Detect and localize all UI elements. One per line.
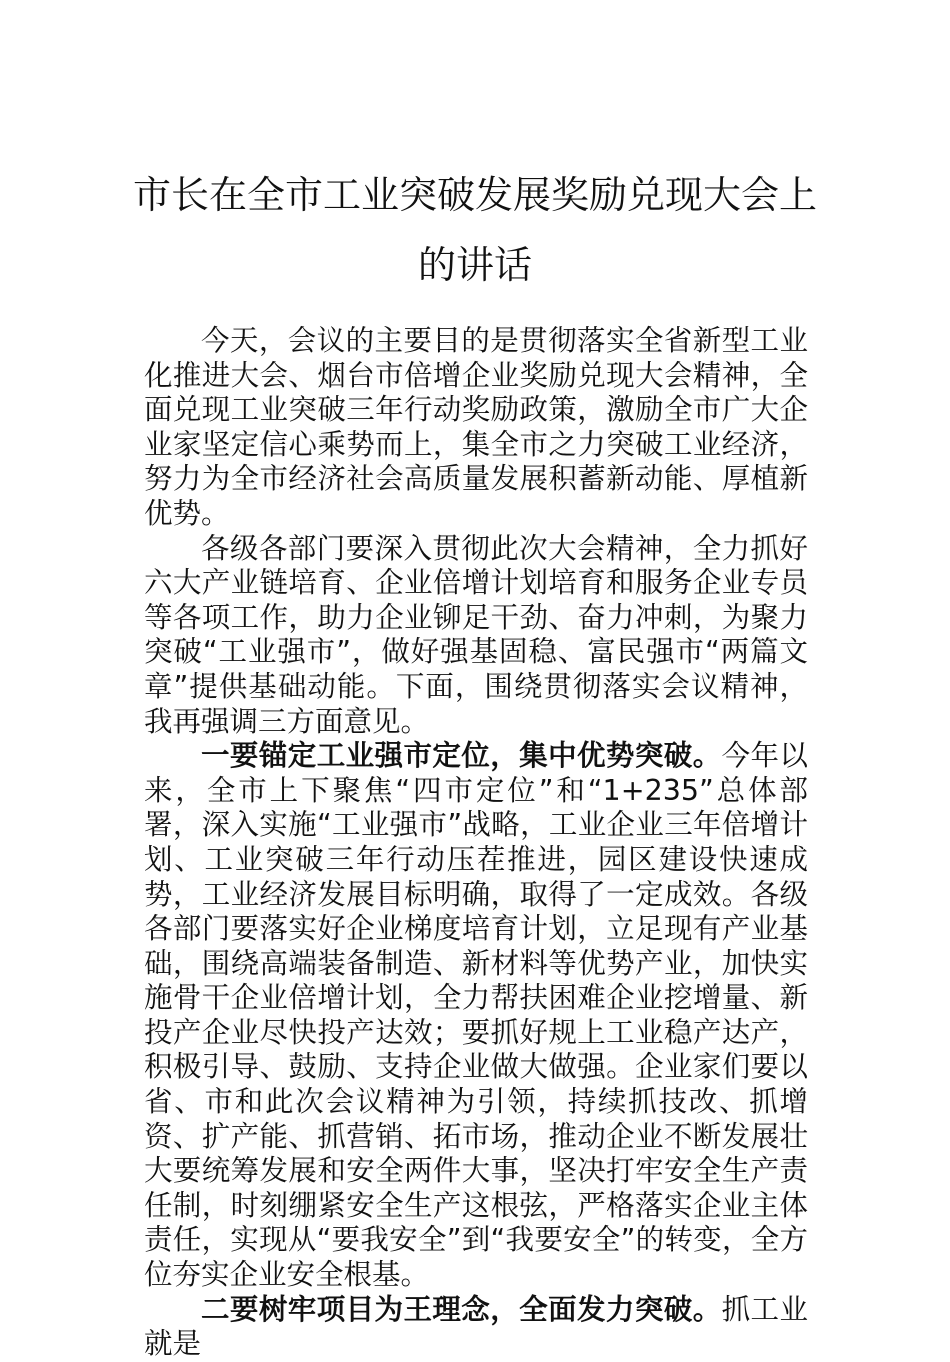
paragraph-2-text: 各级各部门要深入贯彻此次大会精神，全力抓好六大产业链培育、企业倍增计划培育和服务企业专员等各项工作，助力企业铆足干劲、奋力冲刺，为聚力突破“工业强市”，做好强基固稳、富民强市“两篇文章”提供基础动能。下面，围绕贯彻落实会议精神，我再强调三方面意见。: [144, 531, 808, 738]
paragraph-3-text: 今年以来，全市上下聚焦“四市定位”和“1+235”总体部署，深入实施“工业强市”战略，工业企业三年倍增计划、工业突破三年行动压茬推进，园区建设快速成势，工业经济发展目标明确，取得了一定成效。各级各部门要落实好企业梯度培育计划，立足现有产业基础，围绕高端装备制造、新材料等优势产业，加快实施骨干企业倍增计划，全力帮扶困难企业挖增量、新投产企业尽快投产达效；要抓好规上工业稳产达产，积极引导、鼓励、支持企业做大做强。企业家们要以省、市和此次会议精神为引领，持续抓技改、抓增资、扩产能、抓营销、拓市场，推动企业不断发展壮大要统筹发展和安全两件大事，坚决打牢安全生产责任制，时刻绷紧安全生产这根弦，严格落实企业主体责任，实现从“要我安全”到“我要安全”的转变，全方位夯实企业安全根基。: [144, 739, 808, 1292]
paragraph-4-heading: 二要树牢项目为王理念，全面发力突破。: [201, 1292, 722, 1326]
paragraph-1-text: 今天，会议的主要目的是贯彻落实全省新型工业化推进大会、烟台市倍增企业奖励兑现大会精神，全面兑现工业突破三年行动奖励政策，激励全市广大企业家坚定信心乘势而上，集全市之力突破工业经济，努力为全市经济社会高质量发展积蓄新动能、厚植新优势。: [144, 324, 808, 530]
document-title: 市长在全市工业突破发展奖励兑现大会上的讲话: [132, 173, 817, 287]
document-body: [144, 324, 808, 1362]
paragraph-4: [144, 1293, 808, 1362]
paragraph-2: [144, 532, 808, 740]
paragraph-4-text: 抓工业就是: [144, 1292, 808, 1361]
paragraph-3: [144, 739, 808, 1293]
paragraph-1: [144, 324, 808, 532]
paragraph-3-heading: 一要锚定工业强市定位，集中优势突破。: [201, 739, 722, 773]
